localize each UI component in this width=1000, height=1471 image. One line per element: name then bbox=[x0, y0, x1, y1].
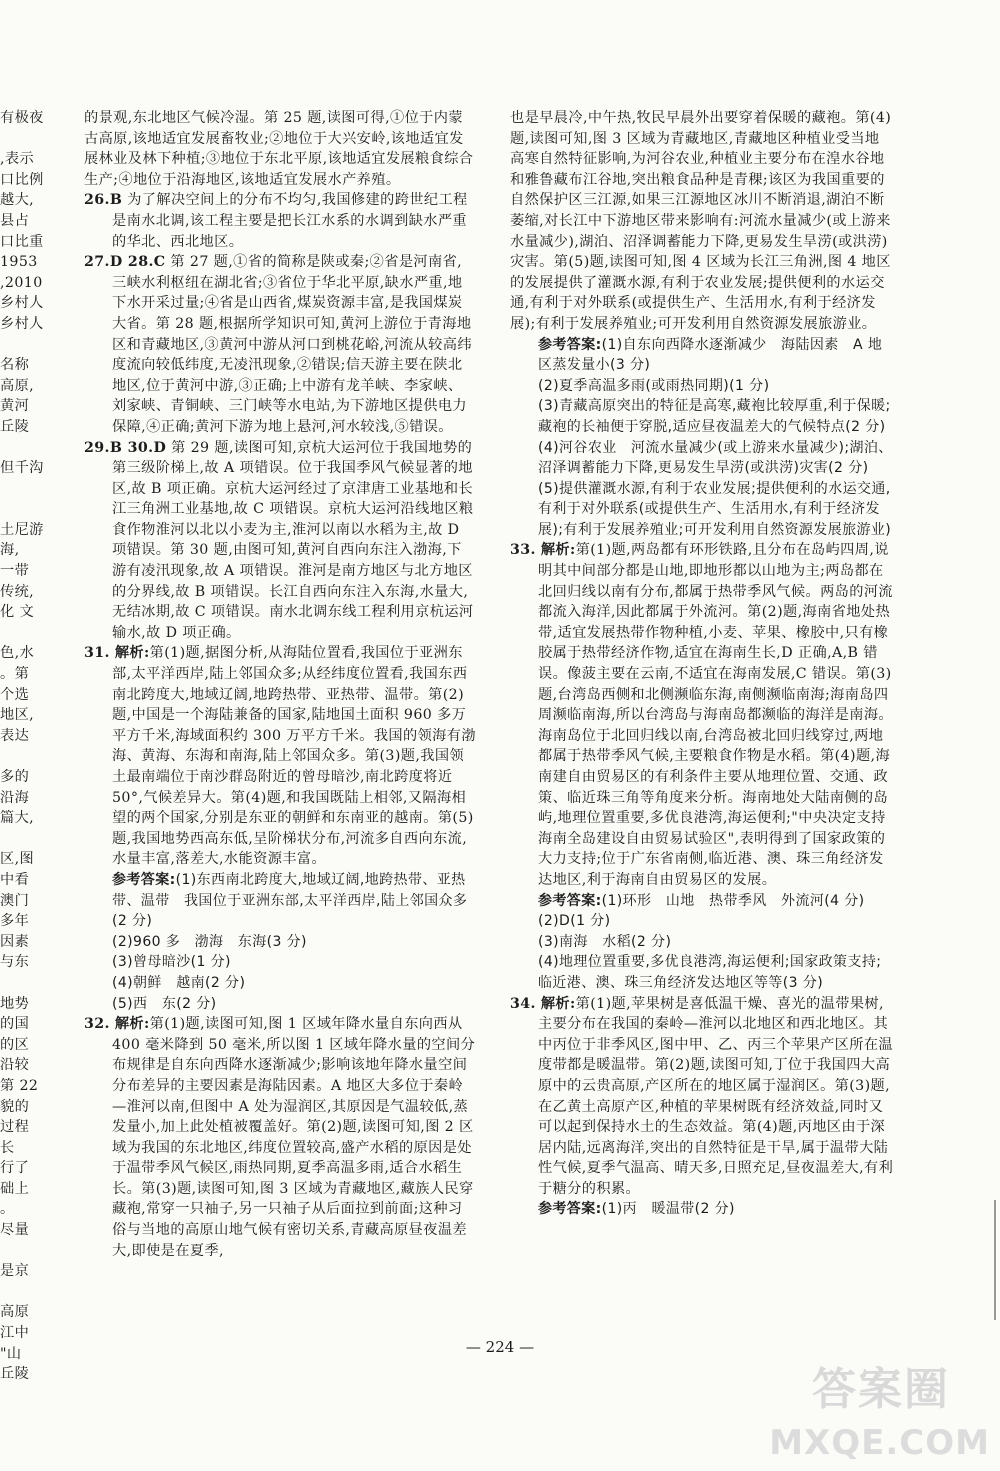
left-fragment-line: 一带 bbox=[0, 563, 30, 580]
left-fragment-line bbox=[0, 499, 78, 520]
question-number: 27.D 28.C bbox=[84, 254, 166, 271]
left-column-fragment bbox=[0, 108, 78, 1385]
answer-text: (1)丙 暖温带(2 分) bbox=[601, 1201, 735, 1218]
explanation-text: 第(1)题,据图分析,从海陆位置看,我国位于亚洲东部,太平洋西岸,陆上邻国众多;从经纬度位置看,我国东西南北跨度大,地域辽阔,地跨热带、亚热带、温带。第(2)题,中国是一个海陆兼备的国家,陆地国土面积 960 多万平方千米,海域面积约 300 万平方千米。我国的领海有渤海、黄海、东海和南海,陆上邻国众多。第(3)题,我国领土最南端位于南沙群岛附近的曾母暗沙,南北跨度将近 50°,气候差异大。第(4)题,和我国既陆上相邻,又隔海相望的两个国家,分别是东亚的朝鲜和东南亚的越南。第(5)题,我国地势西高东低,呈阶梯状分布,河流多自西向东流,水量丰富,落差大,水能资源丰富。 bbox=[112, 645, 476, 868]
left-fragment-line: 。 bbox=[0, 1201, 15, 1218]
left-fragment-line bbox=[0, 973, 78, 994]
answer-line bbox=[112, 870, 476, 932]
left-fragment-line: 土尼游 bbox=[0, 521, 44, 538]
answer-line bbox=[112, 952, 476, 973]
left-fragment-line: 越大, bbox=[0, 192, 35, 209]
left-fragment-line: 但千沟 bbox=[0, 460, 44, 477]
analysis-label: 解析: bbox=[114, 1016, 150, 1033]
left-fragment-line: "山 bbox=[0, 1345, 22, 1362]
reference-answer bbox=[84, 870, 476, 1014]
left-fragment-line: 篇大, bbox=[0, 810, 35, 827]
answer-text: (4)朝鲜 越南(2 分) bbox=[112, 974, 246, 991]
page-edge-bar bbox=[994, 1200, 996, 1320]
explanation-text: 为了解决空间上的分布不均匀,我国修建的跨世纪工程是南水北调,该工程主要是把长江水系的水调到缺水严重的华北、西北地区。 bbox=[112, 192, 468, 250]
left-fragment-line: 沿较 bbox=[0, 1057, 30, 1074]
left-fragment-line: 。第 bbox=[0, 666, 30, 683]
left-fragment-line: 海, bbox=[0, 542, 20, 559]
answer-text: (1)自东向西降水逐渐减少 海陆因素 A 地区蒸发量小(3 分) bbox=[538, 336, 883, 374]
left-fragment-line: 个选 bbox=[0, 686, 30, 703]
answer-line bbox=[538, 376, 894, 397]
left-fragment-line: ,表示 bbox=[0, 151, 35, 168]
watermark-url: MXQE.COM bbox=[769, 1423, 990, 1463]
continued-paragraph: 的景观,东北地区气候冷湿。第 25 题,读图可得,①位于内蒙古高原,该地适宜发展畜牧业;②地位于大兴安岭,该地适宜发展林业及林下种植;③地位于东北平原,该地适宜发展粮食综合生产;④地位于沿海地区,该地适宜发展水产养殖。 bbox=[84, 110, 474, 188]
left-fragment-line: 多年 bbox=[0, 913, 30, 930]
left-fragment-line: 乡村人 bbox=[0, 315, 44, 332]
left-fragment-line: ,2010 bbox=[0, 274, 43, 291]
question-explanation bbox=[84, 252, 476, 437]
continued-paragraph: 也是早晨冷,中午热,牧民早晨外出要穿着保暖的藏袍。第(4)题,读图可知,图 3 区域为青藏地区,青藏地区种植业受当地高寒自然特征影响,为河谷农业,种植业主要分布在湟水谷地和雅鲁藏布江谷地,突出粮食品种是青稞;该区为我国重要的自然保护区三江源,如果三江源地区冰川不断消退,湖泊不断萎缩,对长江中下游地区带来影响有:河流水量减少(或上游来水量减少),湖泊、沼泽调蓄能力下降,更易发生旱涝(或洪涝)灾害。第(5)题,读图可知,图 4 区域为长江三角洲,图 4 地区的发展提供了灌溉水源,有利于农业发展;提供便利的水运交通,有利于对外联系(或提供生产、生活用水,有利于经济发展);有利于发展养殖业;可开发利用自然资源发展旅游业。 bbox=[510, 110, 892, 332]
question-number: 33. bbox=[510, 542, 536, 559]
left-fragment-line: 表达 bbox=[0, 727, 30, 744]
left-fragment-line: 乡村人 bbox=[0, 295, 44, 312]
left-fragment-line bbox=[0, 438, 78, 459]
left-fragment-line: 澳门 bbox=[0, 892, 30, 909]
reference-answer bbox=[510, 891, 894, 994]
question-number: 29.B 30.D bbox=[84, 439, 167, 456]
left-fragment-line: 与东 bbox=[0, 954, 30, 971]
answer-text: (3)曾母暗沙(1 分) bbox=[112, 954, 231, 971]
reference-answer bbox=[510, 1199, 894, 1220]
left-fragment-line bbox=[0, 479, 78, 500]
answer-line bbox=[538, 396, 894, 437]
answer-text: (2)960 多 渤海 东海(3 分) bbox=[112, 933, 307, 950]
left-fragment-line bbox=[0, 1241, 78, 1262]
middle-column bbox=[84, 108, 476, 1261]
left-fragment-line: 高原 bbox=[0, 1304, 30, 1321]
answer-text: (5)提供灌溉水源,有利于农业发展;提供便利的水运交通,有利于对外联系(或提供生产、生活用水,有利于经济发展);有利于发展养殖业;可开发利用自然资源发展旅游业) bbox=[538, 480, 892, 538]
answer-text: (1)东西南北跨度大,地域辽阔,地跨热带、亚热带、温带 我国位于亚洲东部,太平洋西岸,陆上邻国众多(2 分) bbox=[112, 871, 468, 930]
left-fragment-line bbox=[0, 746, 78, 767]
left-fragment-line: 多的 bbox=[0, 769, 30, 785]
question-number: 26.B bbox=[84, 192, 123, 209]
question-number: 32. bbox=[84, 1016, 110, 1033]
left-fragment-line: 尽量 bbox=[0, 1222, 30, 1239]
left-fragment-line bbox=[0, 829, 78, 850]
explanation-text: 第(1)题,两岛都有环形铁路,且分布在岛屿四周,说明其中间部分都是山地,即地形都以山地为主;两岛都在北回归线以南有分布,都属于热带季风气候。两岛的河流都流入海洋,因此都属于外流河。第(2)题,海南省地处热带,适宜发展热带作物种植,小麦、苹果、橡胶中,只有橡胶属于热带经济作物,适宜在海南生长,D 正确,A,B 错误。像菠主要在云南,不适宜在海南发展,C 错误。第(3)题,台湾岛西侧和北侧濒临东海,南侧濒临南海;海南岛四周濒临南海,所以台湾岛与海南岛都濒临的海洋是南海。海南岛位于北回归线以南,台湾岛被北回归线穿过,两地都属于热带季风气候,主要粮食作物是水稻。第(4)题,海南建自由贸易区的有利条件主要从地理位置、交通、政策、临近珠三角等角度来分析。海南地处大陆南侧的岛屿,地理位置重要,多优良港湾,海运便利;"中央决定支持海南全岛建设自由贸易试验区",表明得到了国家政策的大力支持;位于广东省南侧,临近港、澳、珠三角经济发达地区,利于海南自由贸易区的发展。 bbox=[538, 542, 894, 888]
reference-answer bbox=[510, 335, 894, 541]
question-explanation bbox=[84, 438, 476, 644]
question-explanation bbox=[84, 190, 476, 252]
analysis-label: 解析: bbox=[540, 995, 576, 1012]
analysis-label: 解析: bbox=[114, 645, 150, 662]
answer-label: 参考答案: bbox=[538, 1201, 602, 1218]
left-fragment-line: 的国 bbox=[0, 1016, 30, 1033]
answer-line bbox=[538, 335, 894, 376]
left-fragment-line: 口比例 bbox=[0, 171, 44, 188]
left-fragment-line: 有极夜 bbox=[0, 110, 44, 126]
answer-line bbox=[112, 994, 476, 1015]
answer-text: (2)夏季高温多雨(或雨热同期)(1 分) bbox=[538, 377, 770, 394]
left-fragment-line: 第 22 bbox=[0, 1077, 39, 1094]
question-explanation bbox=[510, 540, 894, 890]
left-fragment-line: 口比重 bbox=[0, 233, 44, 250]
watermark-logo bbox=[750, 1353, 990, 1463]
explanation-text: 第 29 题,读图可知,京杭大运河位于我国地势的第三级阶梯上,故 A 项错误。位于我国季风气候显著的地区,故 B 项正确。京杭大运河经过了京津唐工业基地和长江三角洲工业基地,故 C 项错误。京杭大运河沿线地区粮食作物淮河以北以小麦为主,淮河以南以水稻为主,故 D 项错误。第 30 题,由图可知,黄河自西向东注入渤海,下游有凌汛现象,故 A 项错误。淮河是南方地区与北方地区的分界线,故 B 项错误。长江自西向东注入东海,水量大,无结冰期,故 C 项错误。南水北调东线工程利用京杭运河输水,故 D 项正确。 bbox=[112, 439, 474, 641]
left-fragment-line: 色,水 bbox=[0, 645, 35, 662]
explanation-text: 第 27 题,①省的简称是陕或秦;②省是河南省,三峡水利枢纽在湖北省;③省位于华北平原,缺水严重,地下水开采过量;④省是山西省,煤炭资源丰富,是我国煤炭大省。第 28 题,根据所学知识可知,黄河上游位于青海地区和青藏地区,③黄河中游从河口到桃花峪,河流从较高纬度流向较低纬度,无凌汛现象,②错误;信天游主要在陕北地区,位于黄河中游,③正确;上中游有龙羊峡、李家峡、刘家峡、青铜峡、三门峡等水电站,为下游地区提供电力保障,④正确;黄河下游为地上悬河,河水较浅,⑤错误。 bbox=[112, 254, 472, 435]
left-fragment-line: 地区, bbox=[0, 707, 35, 724]
answer-line bbox=[538, 911, 894, 932]
answer-text: (4)河谷农业 河流水量减少(或上游来水量减少);湖泊、沼泽调蓄能力下降,更易发生旱涝(或洪涝)灾害(2 分) bbox=[538, 439, 893, 477]
left-fragment-line: 是京 bbox=[0, 1263, 30, 1280]
left-fragment-line: 传统, bbox=[0, 583, 35, 600]
explanation-text: 第(1)题,苹果树是喜低温干燥、喜光的温带果树,主要分布在我国的秦岭—淮河以北地区和西北地区。其中丙位于非季风区,图中甲、乙、丙三个苹果产区所在温度带都是暖温带。第(2)题,读图可知,丁位于我国四大高原中的云贵高原,产区所在的地区属于湿润区。第(3)题,在乙黄土高原产区,种植的苹果树既有经济效益,同时又可以起到保持水土的生态效益。第(4)题,丙地区由于深居内陆,远离海洋,突出的自然特征是干旱,属于温带大陆性气候,夏季气温高、晴天多,日照充足,昼夜温差大,有利于糖分的积累。 bbox=[538, 995, 894, 1197]
left-fragment-line: 区,图 bbox=[0, 851, 35, 868]
answer-text: (3)青藏高原突出的特征是高寒,藏袍比较厚重,利于保暖;藏袍的长袖便于穿脱,适应昼夜温差大的气候特点(2 分) bbox=[538, 398, 891, 435]
left-fragment-line: 貌的 bbox=[0, 1098, 30, 1115]
left-fragment-line bbox=[0, 129, 78, 150]
answer-text: (3)南海 水稻(2 分) bbox=[538, 933, 672, 950]
left-fragment-line: 县占 bbox=[0, 212, 30, 229]
left-fragment-line: 过程 bbox=[0, 1119, 30, 1136]
question-explanation bbox=[84, 1014, 476, 1261]
left-fragment-line: 的区 bbox=[0, 1036, 30, 1053]
question-explanation bbox=[84, 643, 476, 870]
left-fragment-line: 化 文 bbox=[0, 604, 35, 621]
page-number: — 224 — bbox=[465, 1338, 535, 1356]
question-number: 31. bbox=[84, 645, 110, 662]
left-fragment-line: 地势 bbox=[0, 995, 30, 1012]
analysis-label: 解析: bbox=[540, 542, 576, 559]
question-explanation bbox=[510, 994, 894, 1200]
left-fragment-line: 沿海 bbox=[0, 789, 30, 806]
answer-line bbox=[538, 891, 894, 912]
answer-text: (1)环形 山地 热带季风 外流河(4 分) bbox=[601, 892, 865, 909]
left-fragment-line: 高原, bbox=[0, 377, 35, 394]
answer-line bbox=[538, 438, 894, 479]
left-fragment-line: 行了 bbox=[0, 1160, 30, 1177]
answer-line bbox=[112, 932, 476, 953]
answer-line bbox=[538, 479, 894, 541]
left-fragment-line: 因素 bbox=[0, 933, 30, 950]
left-fragment-line bbox=[0, 1282, 78, 1303]
answer-label: 参考答案: bbox=[538, 892, 602, 909]
answer-line bbox=[538, 1199, 894, 1220]
answer-label: 参考答案: bbox=[112, 871, 176, 888]
answer-text: (4)地理位置重要,多优良港湾,海运便利;国家政策支持;临近港、澳、珠三角经济发达地区等等(3 分) bbox=[538, 954, 882, 991]
question-number: 34. bbox=[510, 995, 536, 1012]
explanation-text: 第(1)题,读图可知,图 1 区域年降水量自东向西从 400 毫米降到 50 毫米,所以图 1 区域年降水量的空间分布规律是自东向西降水逐渐减少;影响该地年降水量空间分布差异的主要因素是海陆因素。A 地区大多位于秦岭—淮河以南,但图中 A 处为湿润区,其原因是气温较低,蒸发量小,加上此处植被覆盖好。第(2)题,读图可知,图 2 区域为我国的东北地区,纬度位置较高,盛产水稻的原因是处于温带季风气候区,雨热同期,夏季高温多雨,适合水稻生长。第(3)题,读图可知,图 3 区域为青藏地区,藏族人民穿藏袍,常穿一只袖子,另一只袖子从后面拉到前面;这种习俗与当地的高原山地气候有密切关系,青藏高原昼夜温差大,即使是在夏季, bbox=[112, 1016, 476, 1259]
right-column bbox=[510, 108, 894, 1220]
left-fragment-line: 黄河 bbox=[0, 398, 30, 415]
left-fragment-line: 1953 bbox=[0, 254, 38, 271]
left-fragment-line: 江中 bbox=[0, 1325, 30, 1342]
answer-label: 参考答案: bbox=[538, 336, 602, 353]
left-fragment-line: 丘陵 bbox=[0, 418, 30, 435]
left-fragment-line bbox=[0, 623, 78, 644]
watermark-text: 答案圈 bbox=[812, 1364, 950, 1415]
left-fragment-line: 长 bbox=[0, 1139, 15, 1156]
left-fragment-line: 丘陵 bbox=[0, 1366, 30, 1383]
answer-line bbox=[538, 952, 894, 993]
left-fragment-line: 中看 bbox=[0, 871, 30, 888]
left-fragment-line: 础上 bbox=[0, 1180, 30, 1197]
answer-text: (2)D(1 分) bbox=[538, 913, 611, 930]
left-fragment-line bbox=[0, 335, 78, 356]
left-fragment-line: 名称 bbox=[0, 357, 30, 374]
answer-line bbox=[112, 973, 476, 994]
answer-text: (5)西 东(2 分) bbox=[112, 995, 217, 1012]
answer-line bbox=[538, 932, 894, 953]
